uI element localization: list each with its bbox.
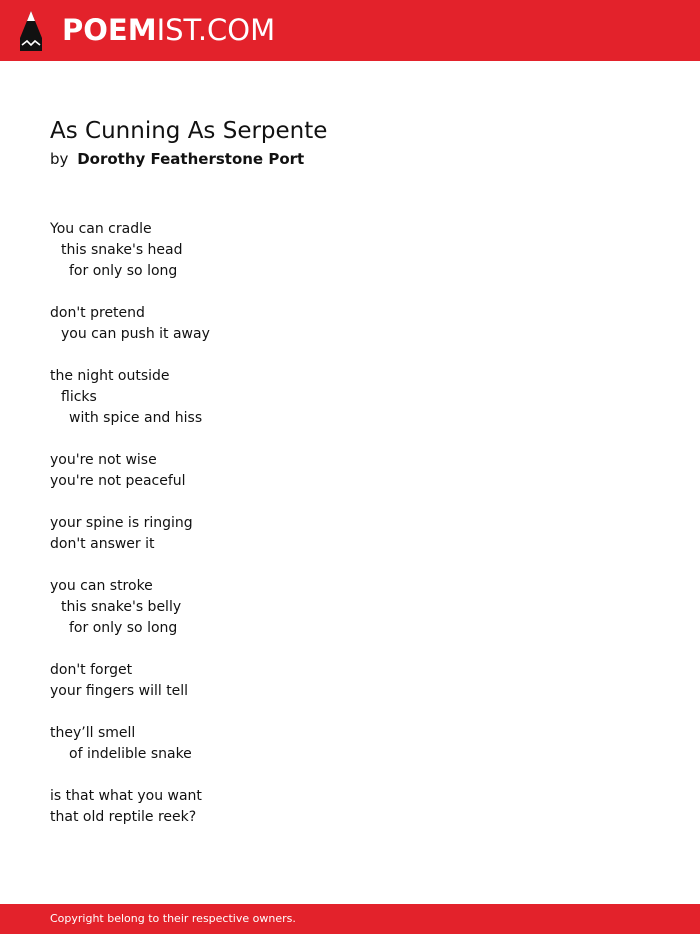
poem-line: don't pretend: [50, 305, 145, 321]
poem-line: for only so long: [69, 263, 178, 279]
poem-line: that old reptile reek?: [50, 809, 197, 825]
poem-line: you're not peaceful: [50, 473, 186, 489]
stanza-gap: [50, 492, 210, 513]
stanza-gap: [50, 555, 210, 576]
logo-bold-text: POEM: [62, 13, 157, 47]
stanza-gap: [50, 345, 210, 366]
pencil-tip-icon[interactable]: [18, 10, 44, 52]
poem-line: don't forget: [50, 662, 133, 678]
poem-line: flicks: [61, 389, 97, 405]
poem-byline: [50, 149, 304, 169]
copyright-text: Copyright belong to their respective owners.: [50, 912, 296, 925]
poem-line: for only so long: [69, 620, 178, 636]
site-footer: [0, 904, 700, 934]
stanza-gap: [50, 702, 210, 723]
poem-line: You can cradle: [50, 221, 152, 237]
poem-line: you can push it away: [61, 326, 210, 342]
logo-light-text: IST.COM: [156, 13, 276, 47]
poem-title: As Cunning As Serpente: [50, 118, 328, 144]
site-header: [0, 0, 700, 61]
poem-line: of indelible snake: [69, 746, 192, 762]
poem-line: you're not wise: [50, 452, 157, 468]
poem-line: your fingers will tell: [50, 683, 189, 699]
poem-line: don't answer it: [50, 536, 155, 552]
poem-line: you can stroke: [50, 578, 153, 594]
poem-line: the night outside: [50, 368, 170, 384]
poem-line: with spice and hiss: [69, 410, 203, 426]
poem-line: this snake's belly: [61, 599, 182, 615]
by-label: by: [50, 150, 69, 168]
site-logo[interactable]: [62, 12, 275, 48]
stanza-gap: [50, 429, 210, 450]
poem-line: your spine is ringing: [50, 515, 193, 531]
stanza-gap: [50, 639, 210, 660]
stanza-gap: [50, 282, 210, 303]
poem-line: is that what you want: [50, 788, 202, 804]
poem-line: this snake's head: [61, 242, 183, 258]
author-name[interactable]: Dorothy Featherstone Port: [77, 150, 305, 168]
poem-line: they’ll smell: [50, 725, 136, 741]
poem-body: [50, 219, 210, 828]
stanza-gap: [50, 765, 210, 786]
